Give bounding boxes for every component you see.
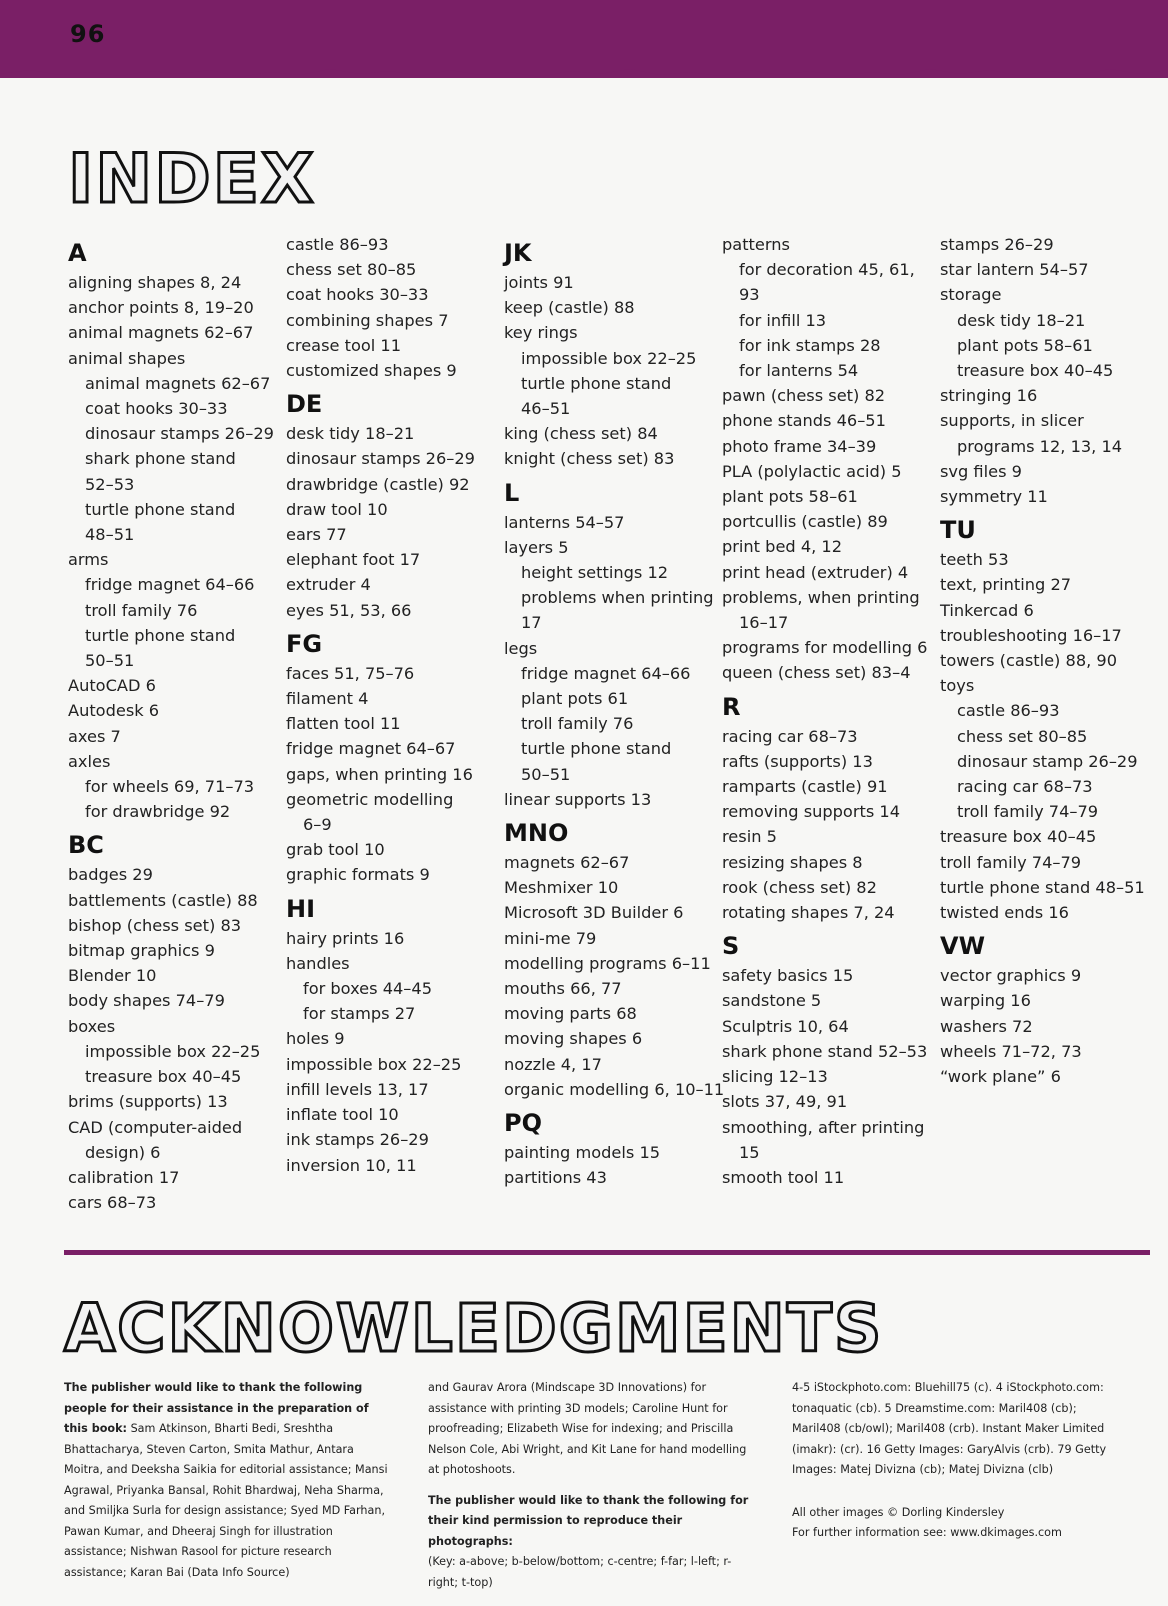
index-subentry: chess set 80–85 (957, 726, 1088, 746)
index-entry: wheels 71–72, 73 (940, 1041, 1082, 1061)
ack-column-1 (64, 1378, 394, 1583)
index-entry: moving parts 68 (504, 1004, 637, 1024)
index-entry: castle 86–93 (286, 235, 389, 254)
index-entry: cars 68–73 (68, 1193, 157, 1213)
index-entry: elephant foot 17 (286, 550, 421, 570)
ack-column-2 (428, 1378, 758, 1593)
index-entry: badges 29 (68, 865, 153, 885)
index-entry: partitions 43 (504, 1168, 607, 1188)
index-entry: supports, in slicer (940, 411, 1084, 431)
index-entry: svg files 9 (940, 461, 1022, 481)
index-letter-heading: R (722, 692, 741, 721)
ack-assistance-text: and Gaurav Arora (Mindscape 3D Innovations) for assistance with printing 3D models; Caroline Hunt for proofreading; Elizabeth Wise for indexing; and Priscilla Nelson Cole, Abi Wright, and Kit Lane for hand modelling at photoshoots. (428, 1381, 747, 1476)
index-entry: keep (castle) 88 (504, 298, 635, 318)
section-divider (64, 1250, 1150, 1255)
index-entry: toys (940, 676, 975, 696)
index-subentry: animal magnets 62–67 (85, 373, 271, 393)
index-subentry: coat hooks 30–33 (85, 399, 228, 419)
index-entry: programs for modelling 6 (722, 638, 928, 658)
index-entry-continuation: 93 (739, 285, 760, 305)
index-entry: painting models 15 (504, 1143, 661, 1163)
index-entry: sandstone 5 (722, 991, 822, 1011)
index-letter-heading: FG (286, 629, 323, 658)
index-entry: nozzle 4, 17 (504, 1054, 602, 1074)
index-entry: AutoCAD 6 (68, 676, 156, 696)
index-entry: Tinkercad 6 (940, 600, 1034, 620)
index-subentry: plant pots 58–61 (957, 335, 1093, 355)
index-entry: ears 77 (286, 525, 347, 545)
index-entry: animal magnets 62–67 (68, 323, 254, 343)
index-entry: combining shapes 7 (286, 310, 449, 330)
index-entry: Sculptris 10, 64 (722, 1016, 849, 1036)
index-entry: impossible box 22–25 (286, 1054, 462, 1074)
ack-credits-text: 4-5 iStockphoto.com: Bluehill75 (c). 4 iStockphoto.com: tonaquatic (cb). 5 Dreamstime.com: Maril408 (cb); Maril408 (cb/owl); Maril408 (crb). Instant Maker Limited (imakr): (cr). 16 Getty Images: GaryAlvis (crb). 79 Getty Images: Matej Divizna (cb); Matej Divizna (clb) (792, 1381, 1107, 1476)
index-subentry: for infill 13 (739, 310, 827, 330)
index-entry: resizing shapes 8 (722, 852, 863, 872)
index-entry: Autodesk 6 (68, 701, 160, 721)
index-entry: crease tool 11 (286, 335, 402, 355)
index-column-3 (504, 232, 725, 1191)
index-entry: Blender 10 (68, 966, 157, 986)
index-entry-continuation: 50–51 (85, 651, 135, 671)
index-subentry: fridge magnet 64–66 (521, 663, 691, 683)
index-entry: racing car 68–73 (722, 726, 858, 746)
ack-key-text: (Key: a-above; b-below/bottom; c-centre; f-far; l-left; r-right; t-top) (428, 1555, 732, 1589)
index-entry-continuation: programs 12, 13, 14 (957, 436, 1123, 456)
index-entry: eyes 51, 53, 66 (286, 600, 412, 620)
index-subentry: turtle phone stand (521, 373, 672, 393)
index-entry-continuation: 50–51 (521, 764, 571, 784)
page-number: 96 (70, 20, 106, 48)
index-entry: Meshmixer 10 (504, 878, 619, 898)
index-entry: stamps 26–29 (940, 235, 1054, 254)
index-subentry: for decoration 45, 61, (739, 260, 915, 280)
index-entry: battlements (castle) 88 (68, 890, 258, 910)
index-entry: calibration 17 (68, 1167, 180, 1187)
index-entry: print head (extruder) 4 (722, 562, 909, 582)
index-entry: photo frame 34–39 (722, 436, 877, 456)
index-entry: treasure box 40–45 (940, 827, 1097, 847)
index-subentry: problems when printing (521, 588, 714, 608)
index-entry: boxes (68, 1016, 116, 1036)
index-entry: resin 5 (722, 827, 777, 847)
index-entry: shark phone stand 52–53 (722, 1041, 928, 1061)
index-letter-heading: L (504, 478, 520, 507)
index-column-5 (940, 232, 1150, 1089)
index-entry: inflate tool 10 (286, 1105, 399, 1125)
index-subentry: dinosaur stamp 26–29 (957, 751, 1138, 771)
index-letter-heading: TU (940, 516, 976, 545)
index-entry-continuation: 52–53 (85, 474, 135, 494)
index-entry: ramparts (castle) 91 (722, 777, 888, 797)
index-entry: Microsoft 3D Builder 6 (504, 903, 684, 923)
index-entry: dinosaur stamps 26–29 (286, 449, 475, 469)
index-subentry: treasure box 40–45 (957, 361, 1114, 381)
index-entry: symmetry 11 (940, 487, 1048, 507)
index-entry: faces 51, 75–76 (286, 663, 415, 683)
index-entry: pawn (chess set) 82 (722, 386, 886, 406)
index-entry: ink stamps 26–29 (286, 1130, 429, 1150)
index-entry-continuation: 6–9 (303, 815, 332, 835)
index-entry: towers (castle) 88, 90 (940, 651, 1118, 671)
index-subentry: for lanterns 54 (739, 361, 859, 381)
index-entry: vector graphics 9 (940, 966, 1082, 986)
index-subentry: troll family 74–79 (957, 802, 1099, 822)
index-subentry: for drawbridge 92 (85, 802, 231, 822)
index-subentry: for boxes 44–45 (303, 979, 432, 999)
index-entry: linear supports 13 (504, 789, 652, 809)
index-subentry: impossible box 22–25 (85, 1041, 261, 1061)
index-entry: stringing 16 (940, 386, 1038, 406)
index-title: INDEX (68, 140, 316, 219)
index-entry: smoothing, after printing (722, 1117, 925, 1137)
index-entry: turtle phone stand 48–51 (940, 877, 1145, 897)
index-entry: body shapes 74–79 (68, 991, 225, 1011)
index-entry: washers 72 (940, 1016, 1033, 1036)
index-entry: warping 16 (940, 991, 1031, 1011)
index-entry: king (chess set) 84 (504, 424, 658, 444)
index-letter-heading: MNO (504, 819, 569, 848)
index-subentry: treasure box 40–45 (85, 1067, 242, 1087)
index-entry: mini-me 79 (504, 928, 597, 948)
index-letter-heading: PQ (504, 1109, 542, 1138)
index-entry: graphic formats 9 (286, 865, 430, 885)
index-entry: desk tidy 18–21 (286, 424, 415, 444)
index-entry: slots 37, 49, 91 (722, 1092, 848, 1112)
index-entry: portcullis (castle) 89 (722, 512, 888, 532)
ack-heading-photos: The publisher would like to thank the following for their kind permission to reproduce their photographs: (428, 1493, 749, 1548)
index-entry: coat hooks 30–33 (286, 285, 429, 305)
index-entry: bishop (chess set) 83 (68, 915, 242, 935)
index-column-4 (722, 232, 932, 1190)
index-subentry: for wheels 69, 71–73 (85, 777, 255, 797)
ack-other-images: All other images © Dorling Kindersley (792, 1505, 1005, 1519)
ack-further-info: For further information see: www.dkimages.com (792, 1526, 1062, 1539)
index-entry: bitmap graphics 9 (68, 941, 215, 961)
index-subentry: impossible box 22–25 (521, 348, 697, 368)
index-entry: star lantern 54–57 (940, 260, 1089, 280)
index-entry: geometric modelling (286, 789, 454, 809)
index-entry: infill levels 13, 17 (286, 1079, 429, 1099)
index-subentry: troll family 76 (85, 600, 198, 620)
acknowledgments-title: ACKNOWLEDGMENTS (64, 1290, 884, 1367)
index-entry: filament 4 (286, 689, 369, 709)
index-entry: safety basics 15 (722, 966, 854, 986)
index-entry: rotating shapes 7, 24 (722, 903, 895, 923)
index-entry: draw tool 10 (286, 499, 388, 519)
index-subentry: turtle phone stand (85, 625, 236, 645)
index-entry: modelling programs 6–11 (504, 953, 711, 973)
index-subentry: desk tidy 18–21 (957, 310, 1086, 330)
index-entry: fridge magnet 64–67 (286, 739, 456, 759)
index-entry: axles (68, 751, 111, 771)
index-subentry: for stamps 27 (303, 1004, 416, 1024)
index-entry: rook (chess set) 82 (722, 877, 877, 897)
index-entry: lanterns 54–57 (504, 512, 625, 532)
index-entry: chess set 80–85 (286, 260, 417, 280)
index-entry: hairy prints 16 (286, 928, 405, 948)
index-entry: anchor points 8, 19–20 (68, 298, 254, 318)
index-letter-heading: S (722, 932, 740, 961)
index-entry: handles (286, 953, 350, 973)
index-letter-heading: VW (940, 932, 986, 961)
index-entry: slicing 12–13 (722, 1067, 828, 1087)
index-entry: key rings (504, 323, 578, 343)
torn-edge (0, 60, 1168, 84)
index-entry: problems, when printing (722, 587, 920, 607)
index-letter-heading: JK (504, 239, 532, 267)
index-entry: smooth tool 11 (722, 1167, 845, 1187)
index-subentry: castle 86–93 (957, 701, 1060, 721)
index-subentry: turtle phone stand (85, 499, 236, 519)
index-subentry: racing car 68–73 (957, 777, 1093, 797)
index-entry: legs (504, 638, 538, 658)
index-entry: troubleshooting 16–17 (940, 625, 1122, 645)
index-entry: “work plane” 6 (940, 1067, 1061, 1087)
index-entry: layers 5 (504, 537, 569, 557)
index-entry: removing supports 14 (722, 802, 901, 822)
index-subentry: dinosaur stamps 26–29 (85, 424, 274, 444)
index-column-2 (286, 232, 496, 1178)
index-entry: patterns (722, 235, 790, 254)
index-entry: troll family 74–79 (940, 852, 1082, 872)
index-letter-heading: DE (286, 390, 323, 419)
ack-people-text: Sam Atkinson, Bharti Bedi, Sreshtha Bhattacharya, Steven Carton, Smita Mathur, Antara Moitra, and Deeksha Saikia for editorial assistance; Mansi Agrawal, Priyanka Bansal, Rohit Bhardwaj, Neha Sharma, and Smiljka Surla for design assistance; Syed MD Farhan, Pawan Kumar, and Dheeraj Singh for illustration assistance; Nishwan Rasool for picture research assistance; Karan Bai (Data Info Source) (64, 1422, 388, 1579)
index-entry: phone stands 46–51 (722, 411, 886, 431)
index-entry: plant pots 58–61 (722, 487, 858, 507)
index-entry: mouths 66, 77 (504, 979, 622, 999)
index-subentry: fridge magnet 64–66 (85, 575, 255, 595)
ack-heading-people: The publisher would like to thank the following people for their assistance in the preparation of this book: (64, 1381, 369, 1435)
index-entry: aligning shapes 8, 24 (68, 273, 242, 292)
index-subentry: shark phone stand (85, 449, 236, 469)
index-entry: moving shapes 6 (504, 1029, 643, 1049)
index-letter-heading: A (68, 239, 87, 267)
index-entry-continuation: 17 (521, 613, 542, 633)
index-entry: customized shapes 9 (286, 361, 457, 381)
index-entry-continuation: 46–51 (521, 399, 571, 419)
index-letter-heading: HI (286, 894, 316, 923)
index-entry: text, printing 27 (940, 575, 1072, 595)
index-subentry: turtle phone stand (521, 739, 672, 759)
index-entry: inversion 10, 11 (286, 1155, 417, 1175)
index-entry-continuation: design) 6 (85, 1142, 161, 1162)
index-entry: organic modelling 6, 10–11 (504, 1079, 725, 1099)
ack-column-3 (792, 1378, 1128, 1544)
index-subentry: for ink stamps 28 (739, 335, 881, 355)
index-subentry: height settings 12 (521, 563, 669, 583)
index-letter-heading: BC (68, 831, 104, 860)
index-entry: animal shapes (68, 348, 186, 368)
index-entry: axes 7 (68, 726, 121, 746)
index-entry: gaps, when printing 16 (286, 764, 473, 784)
index-entry: PLA (polylactic acid) 5 (722, 461, 902, 481)
index-entry: queen (chess set) 83–4 (722, 663, 911, 683)
index-entry: twisted ends 16 (940, 903, 1069, 923)
index-entry: arms (68, 550, 109, 570)
index-entry: grab tool 10 (286, 840, 385, 860)
top-banner (0, 0, 1168, 78)
index-entry-continuation: 48–51 (85, 525, 135, 545)
index-entry: knight (chess set) 83 (504, 449, 675, 469)
index-subentry: plant pots 61 (521, 689, 629, 709)
index-entry: drawbridge (castle) 92 (286, 474, 470, 494)
index-entry: joints 91 (504, 273, 574, 292)
index-entry: holes 9 (286, 1029, 345, 1049)
index-entry: storage (940, 285, 1002, 305)
index-entry: rafts (supports) 13 (722, 751, 873, 771)
index-entry: brims (supports) 13 (68, 1092, 228, 1112)
index-entry-continuation: 16–17 (739, 613, 789, 633)
index-subentry: troll family 76 (521, 714, 634, 734)
index-entry: magnets 62–67 (504, 853, 630, 873)
index-column-1 (68, 232, 278, 1215)
index-entry: print bed 4, 12 (722, 537, 843, 557)
index-entry: CAD (computer-aided (68, 1117, 243, 1137)
index-entry: teeth 53 (940, 550, 1009, 570)
index-entry: flatten tool 11 (286, 714, 401, 734)
index-entry: extruder 4 (286, 575, 371, 595)
index-entry-continuation: 15 (739, 1142, 760, 1162)
